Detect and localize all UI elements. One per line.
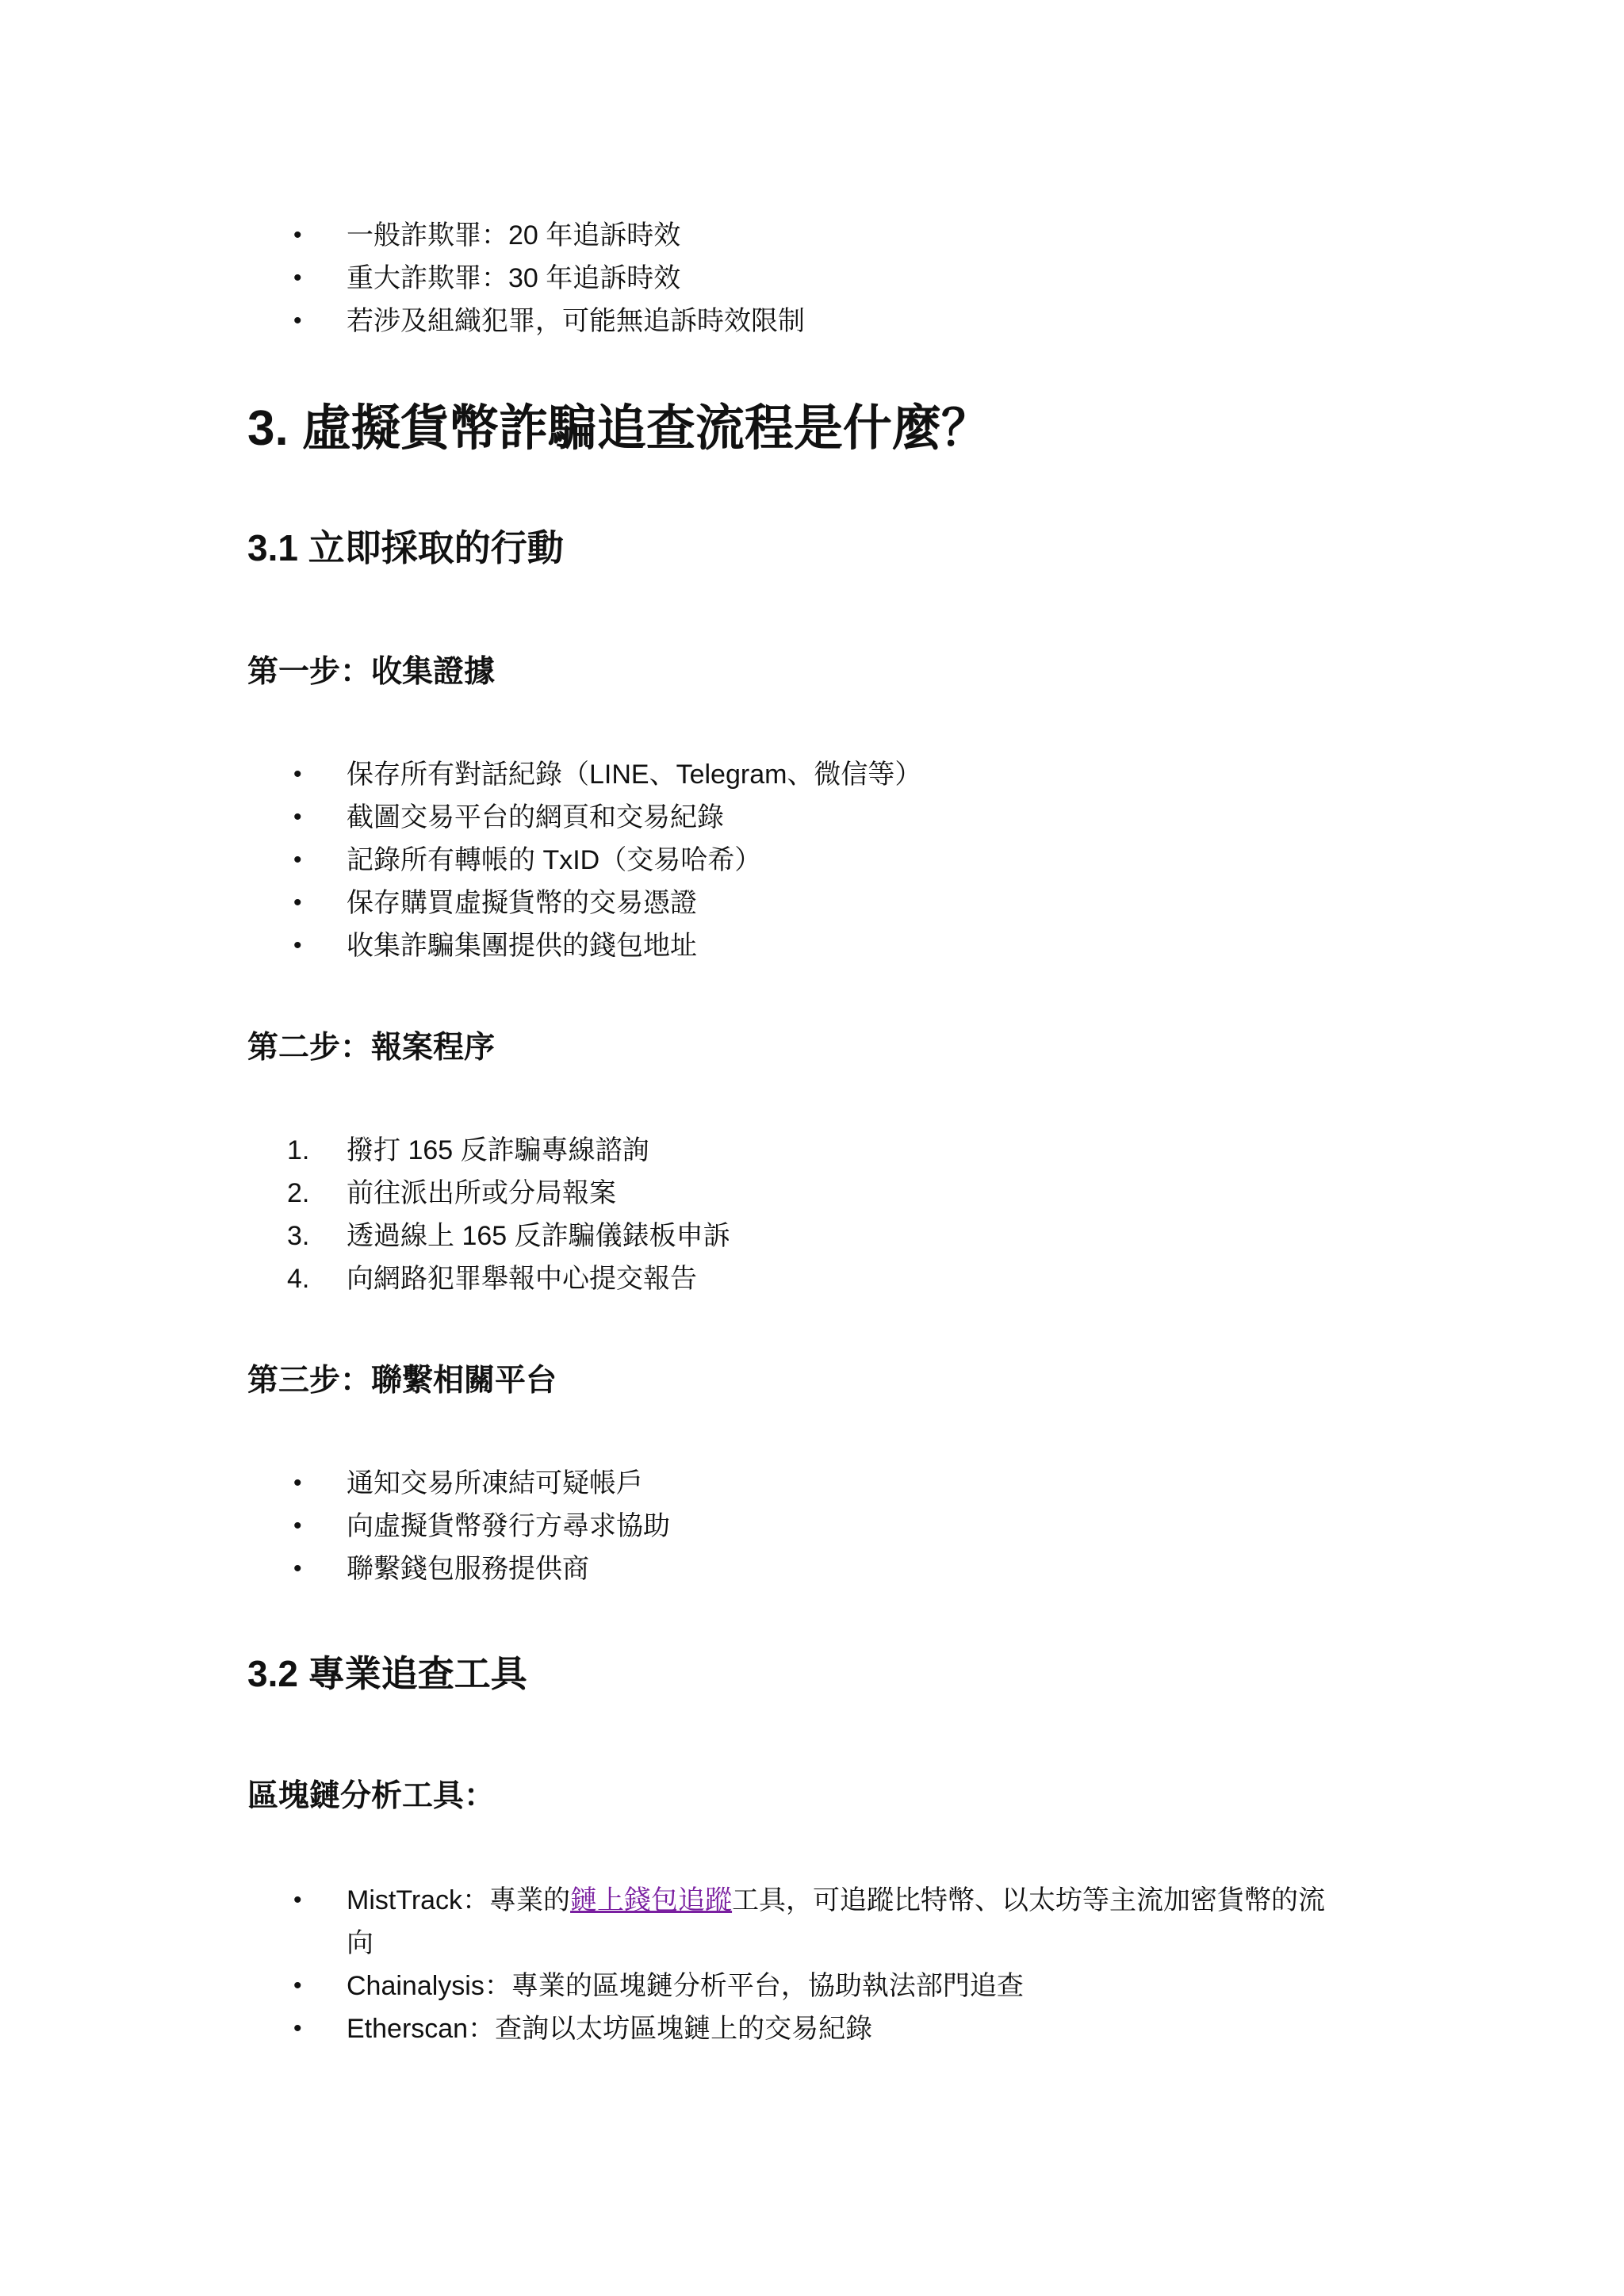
bullet-icon: • xyxy=(293,1470,302,1496)
bullet-icon: • xyxy=(293,265,302,291)
list-item: • 通知交易所凍結可疑帳戶 xyxy=(247,1462,670,1505)
bullet-icon: • xyxy=(293,1973,302,1999)
step-1-heading: 第一步：收集證據 xyxy=(247,655,496,689)
bullet-icon: • xyxy=(293,761,302,787)
list-item: • 重大詐欺罪：30 年追訴時效 xyxy=(247,257,805,300)
list-item: • Etherscan：查詢以太坊區塊鏈上的交易紀錄 xyxy=(247,2007,1405,2050)
list-item: • 記錄所有轉帳的 TxID（交易哈希） xyxy=(247,839,921,882)
step-3-heading: 第三步：聯繫相關平台 xyxy=(247,1364,557,1398)
bullet-icon: • xyxy=(293,804,302,830)
list-number: 2. xyxy=(287,1178,310,1208)
bullet-icon: • xyxy=(293,308,302,334)
wallet-tracking-link[interactable]: 鏈上錢包追蹤 xyxy=(570,1885,733,1915)
subsection-3-1-heading: 3.1 立即採取的行動 xyxy=(247,527,564,568)
tool-name: Etherscan xyxy=(347,2014,469,2044)
list-item: • MistTrack：專業的鏈上錢包追蹤工具，可追蹤比特幣、以太坊等主流加密貨幣的流 向 xyxy=(247,1879,1405,1965)
list-item: • 向虛擬貨幣發行方尋求協助 xyxy=(247,1505,670,1548)
step-3-list xyxy=(247,1462,670,1590)
step-2-list xyxy=(247,1129,730,1300)
list-item: 1. 撥打 165 反詐騙專線諮詢 xyxy=(247,1129,730,1172)
statute-limitations-list xyxy=(247,214,805,342)
step-1-list xyxy=(247,753,921,967)
bullet-icon: • xyxy=(293,1556,302,1582)
tools-heading: 區塊鏈分析工具： xyxy=(247,1779,496,1813)
list-item: • 一般詐欺罪：20 年追訴時效 xyxy=(247,214,805,257)
bullet-icon: • xyxy=(293,2015,302,2042)
bullet-icon: • xyxy=(293,1513,302,1539)
list-item: • Chainalysis：專業的區塊鏈分析平台，協助執法部門追查 xyxy=(247,1965,1405,2007)
list-item: • 聯繫錢包服務提供商 xyxy=(247,1548,670,1590)
tools-list xyxy=(247,1879,1405,2050)
tool-name: Chainalysis xyxy=(347,1971,485,2001)
section-3-heading: 3. 虛擬貨幣詐騙追查流程是什麼？ xyxy=(247,401,990,456)
list-item: 3. 透過線上 165 反詐騙儀錶板申訴 xyxy=(247,1215,730,1257)
list-item: • 保存購買虛擬貨幣的交易憑證 xyxy=(247,882,921,924)
list-item: 4. 向網路犯罪舉報中心提交報告 xyxy=(247,1257,730,1300)
list-number: 3. xyxy=(287,1221,310,1251)
bullet-icon: • xyxy=(293,932,302,959)
list-item: • 收集詐騙集團提供的錢包地址 xyxy=(247,924,921,967)
list-item: • 截圖交易平台的網頁和交易紀錄 xyxy=(247,796,921,839)
bullet-icon: • xyxy=(293,847,302,873)
tool-name: MistTrack xyxy=(347,1885,463,1915)
list-number: 1. xyxy=(287,1135,310,1165)
subsection-3-2-heading: 3.2 專業追查工具 xyxy=(247,1653,527,1694)
bullet-icon: • xyxy=(293,222,302,248)
list-item: • 若涉及組織犯罪，可能無追訴時效限制 xyxy=(247,300,805,342)
step-2-heading: 第二步：報案程序 xyxy=(247,1031,496,1065)
list-item: • 保存所有對話紀錄（LINE、Telegram、微信等） xyxy=(247,753,921,796)
list-number: 4. xyxy=(287,1264,310,1294)
bullet-icon: • xyxy=(293,890,302,916)
list-item: 2. 前往派出所或分局報案 xyxy=(247,1172,730,1215)
bullet-icon: • xyxy=(293,1887,302,1913)
